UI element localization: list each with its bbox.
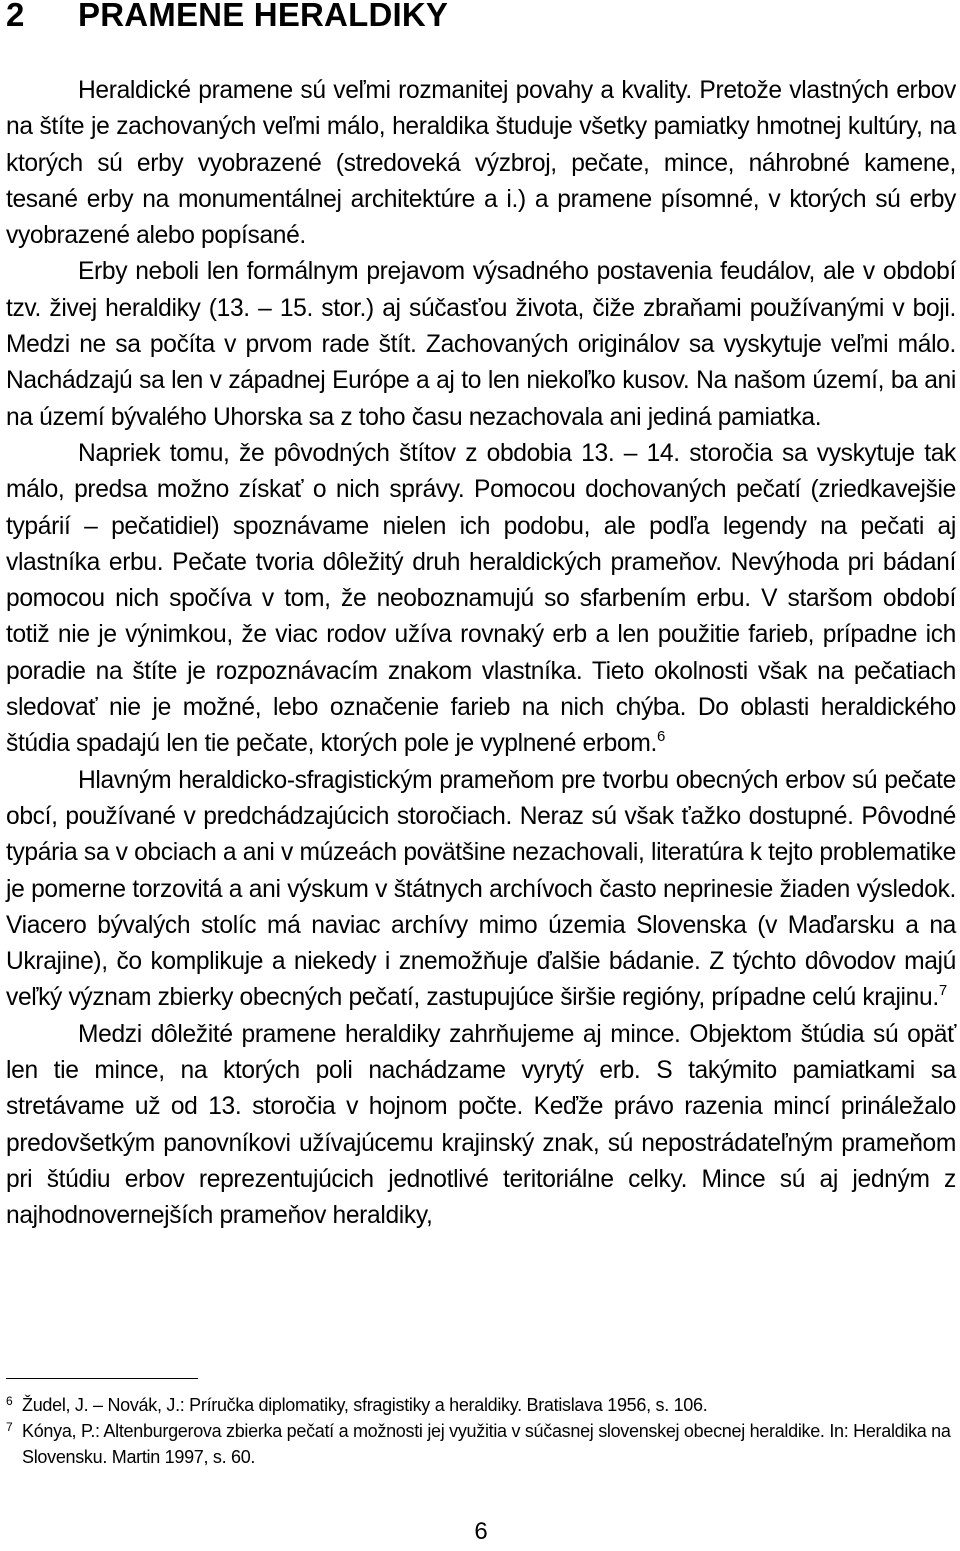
paragraph-4: Hlavným heraldicko-sfragistickým prameňom pre tvorbu obecných erbov sú pečate obcí, používané v predchádzajúcich storočiach. Neraz sú však ťažko dostupné. Pôvodné typária sa v obciach a ani v múzeách povätšine nezachovali, literatúra k tejto problematike je pomerne torzovitá a ani výskum v štátnych archívoch často neprinesie žiaden výsledok. Viacero bývalých stolíc má naviac archívy mimo územia Slovenska (v Maďarsku a na Ukrajine), čo komplikuje a niekedy i znemožňuje ďalšie bádanie. Z týchto dôvodov majú veľký význam zbierky obecných pečatí, zastupujúce širšie regióny, prípadne celú krajinu.$^7$ bbox=[6, 766, 956, 1012]
footnote-6: $^6$ Žudel, J. – Novák, J.: Príručka diplomatiky, sfragistiky a heraldiky. Bratislava 1956, s. 106. bbox=[6, 1394, 708, 1415]
chapter-number: 2 bbox=[6, 0, 25, 33]
chapter-title: PRAMENE HERALDIKY bbox=[78, 0, 449, 33]
footnote-reference-6[interactable]: 6 bbox=[656, 728, 665, 746]
footnote-text: Kónya, P.: Altenburgerova zbierka pečatí a možnosti jej využitia v súčasnej slovenskej obecnej heraldike. In: Heraldika na Slovensku. Martin 1997, s. 60. bbox=[22, 1421, 951, 1467]
paragraph-2: Erby neboli len formálnym prejavom výsadného postavenia feudálov, ale v období tzv. živej heraldiky (13. – 15. stor.) aj súčasťou života, čiže zbraňami používanými v boji. Medzi ne sa počíta v prvom rade štít. Zachovaných originálov sa vyskytuje veľmi málo. Nachádzajú sa len v západnej Európe a aj to len niekoľko kusov. Na našom území, ba ani na území bývalého Uhorska sa z toho času nezachovala ani jediná pamiatka. bbox=[6, 258, 956, 431]
chapter-heading bbox=[6, 0, 448, 34]
footnote-reference-7[interactable]: 7 bbox=[938, 982, 947, 1000]
body-text bbox=[6, 73, 956, 1235]
paragraph-3: Napriek tomu, že pôvodných štítov z obdobia 13. – 14. storočia sa vyskytuje tak málo, predsa možno získať o nich správy. Pomocou dochovaných pečatí (zriedkavejšie typárií – pečatidiel) spoznávame nielen ich podobu, ale podľa legendy na pečati aj vlastníka erbu. Pečate tvoria dôležitý druh heraldických prameňov. Nevýhoda pri bádaní pomocou nich spočíva v tom, že neoboznamujú so sfarbením erbu. V staršom období totiž nie je výnimkou, že viac rodov užíva rovnaký erb a len použitie farieb, prípadne ich poradie na štíte je rozpoznávacím znakom vlastníka. Tieto okolnosti však na pečatiach sledovať nie je možné, lebo označenie farieb na nich chýba. Do oblasti heraldického štúdia spadajú len tie pečate, ktorých pole je vyplnené erbom.$^6$ bbox=[6, 439, 956, 758]
page-number: 6 bbox=[474, 1518, 488, 1545]
footnote-text: Žudel, J. – Novák, J.: Príručka diplomatiky, sfragistiky a heraldiky. Bratislava 1956, s. 106. bbox=[22, 1395, 708, 1415]
footnote-separator bbox=[6, 1378, 198, 1379]
paragraph-5: Medzi dôležité pramene heraldiky zahrňujeme aj mince. Objektom štúdia sú opäť len tie mince, na ktorých poli nachádzame vyrytý erb. S takýmito pamiatkami sa stretávame už od 13. storočia v hojnom počte. Keďže právo razenia mincí prináležalo predovšetkým panovníkovi užívajúcemu krajinský znak, sú nepostrádateľným prameňom pri štúdiu erbov reprezentujúcich jednotlivé teritoriálne celky. Mince sú aj jedným z najhodnovernejších prameňov heraldiky, bbox=[6, 1020, 956, 1230]
paragraph-1: Heraldické pramene sú veľmi rozmanitej povahy a kvality. Pretože vlastných erbov na štíte je zachovaných veľmi málo, heraldika študuje všetky pamiatky hmotnej kultúry, na ktorých sú erby vyobrazené (stredoveká výzbroj, pečate, mince, náhrobné kamene, tesané erby na monumentálnej architektúre a i.) a pramene písomné, v ktorých sú erby vyobrazené alebo popísané. bbox=[6, 77, 956, 250]
footnote-7: $^7$ Kónya, P.: Altenburgerova zbierka pečatí a možnosti jej využitia v súčasnej slovenskej obecnej heraldike. In: Heraldika na Slovensku. Martin 1997, s. 60. bbox=[6, 1420, 951, 1467]
footnotes bbox=[6, 1392, 956, 1470]
